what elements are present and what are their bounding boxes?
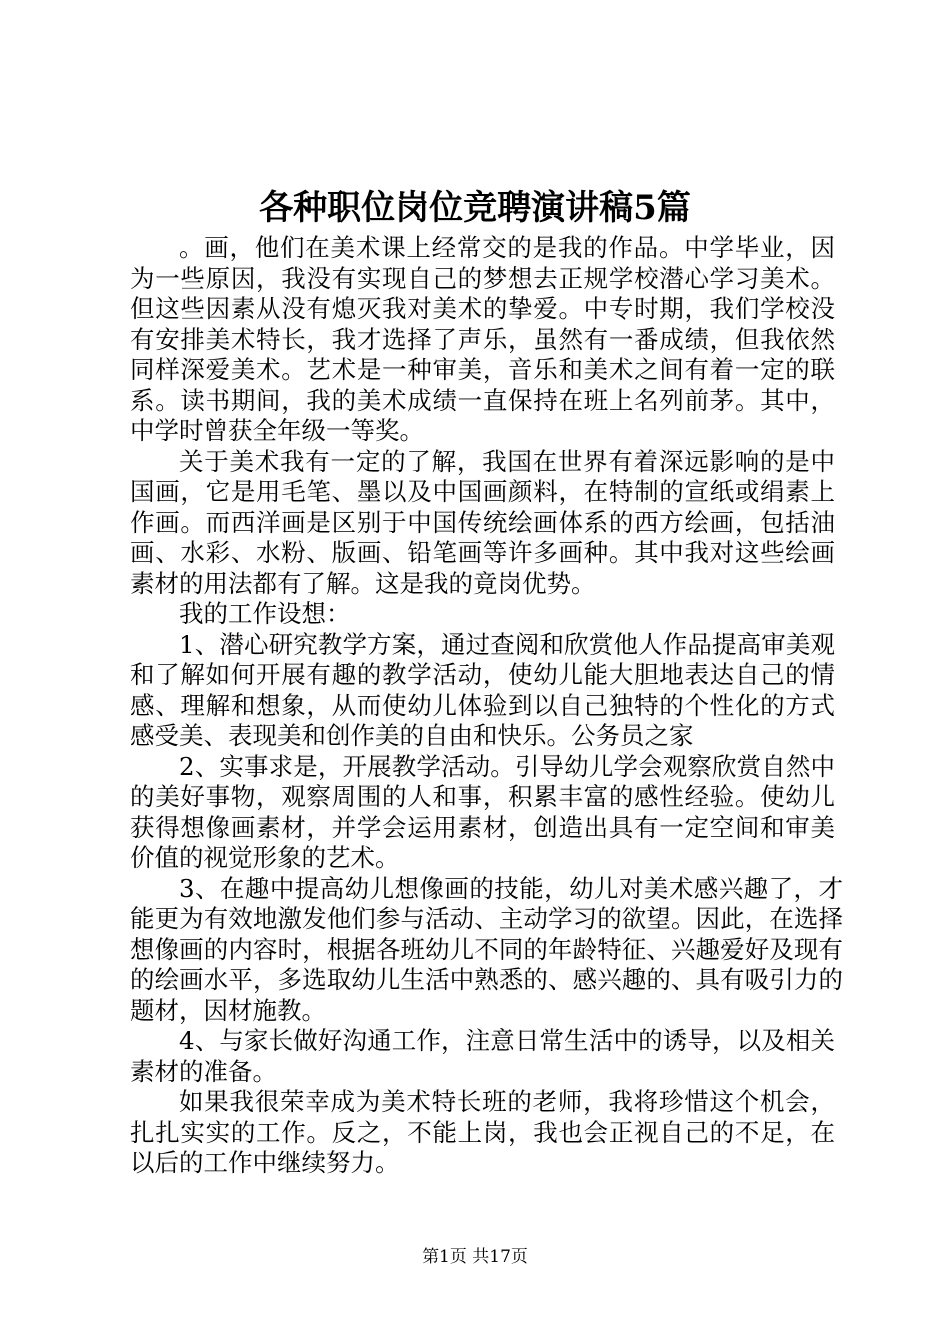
paragraph-8: 如果我很荣幸成为美术特长班的老师，我将珍惜这个机会，扎扎实实的工作。反之，不能上岗，我也会正视自己的不足，在以后的工作中继续努力。 [130,1087,835,1177]
page-footer: 第1页 共17页 [422,1247,528,1267]
paragraph-5: 2、实事求是，开展教学活动。引导幼儿学会观察欣赏自然中的美好事物，观察周围的人和事，积累丰富的感性经验。使幼儿获得想像画素材，并学会运用素材，创造出具有一定空间和审美价值的视觉形象的艺术。 [130,751,835,872]
document-body [130,233,843,1179]
paragraph-1: 。画，他们在美术课上经常交的是我的作品。中学毕业，因为一些原因，我没有实现自己的梦想去正规学校潜心学习美术。但这些因素从没有熄灭我对美术的挚爱。中专时期，我们学校没有安排美术特长，我才选择了声乐，虽然有一番成绩，但我依然同样深爱美术。艺术是一种审美，音乐和美术之间有着一定的联系。读书期间，我的美术成绩一直保持在班上名列前茅。其中，中学时曾获全年级一等奖。 [130,233,835,445]
document-title: 各种职位岗位竞聘演讲稿5篇 [259,188,691,228]
paragraph-7: 4、与家长做好沟通工作，注意日常生活中的诱导，以及相关素材的准备。 [130,1026,835,1086]
paragraph-4: 1、潜心研究教学方案，通过查阅和欣赏他人作品提高审美观和了解如何开展有趣的教学活动，使幼儿能大胆地表达自己的情感、理解和想象，从而使幼儿体验到以自己独特的个性化的方式感受美、表现美和创作美的自由和快乐。公务员之家 [130,629,835,750]
paragraph-3: 我的工作设想： [179,599,351,628]
paragraph-2: 关于美术我有一定的了解，我国在世界有着深远影响的是中国画，它是用毛笔、墨以及中国画颜料，在特制的宣纸或绢素上作画。而西洋画是区别于中国传统绘画体系的西方绘画，包括油画、水彩、水粉、版画、铅笔画等许多画种。其中我对这些绘画素材的用法都有了解。这是我的竟岗优势。 [130,446,835,598]
paragraph-6: 3、在趣中提高幼儿想像画的技能，幼儿对美术感兴趣了，才能更为有效地激发他们参与活动、主动学习的欲望。因此，在选择想像画的内容时，根据各班幼儿不同的年龄特征、兴趣爱好及现有的绘画水平，多选取幼儿生活中熟悉的、感兴趣的、具有吸引力的题材，因材施教。 [130,873,843,1025]
